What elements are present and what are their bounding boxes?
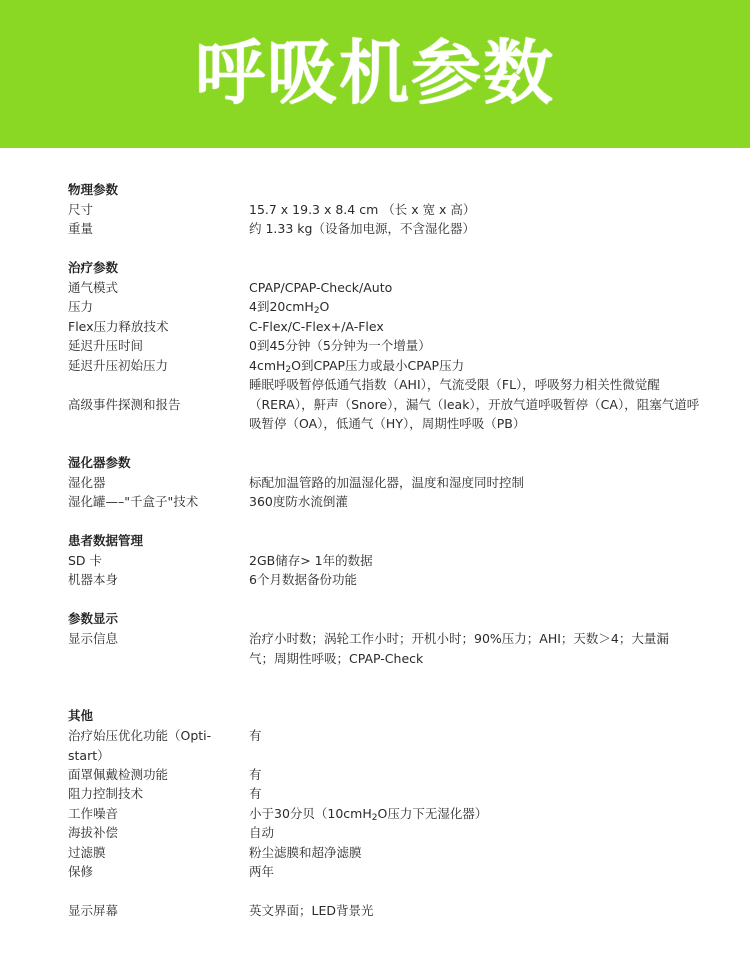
- spec-label: 显示信息: [68, 631, 119, 646]
- spec-value: CPAP/CPAP-Check/Auto: [249, 280, 393, 295]
- spec-label: 重量: [68, 221, 94, 236]
- spec-value: C-Flex/C-Flex+/A-Flex: [249, 319, 384, 334]
- spec-label: 阻力控制技术: [68, 786, 144, 801]
- spec-value: 2GB储存> 1年的数据: [249, 553, 373, 568]
- spec-label: 通气模式: [68, 280, 119, 295]
- spec-label: 治疗始压优化功能（Opti-start）: [68, 728, 212, 763]
- spec-value: 小于30分贝（10cmH$_2$O压力下无湿化器）: [249, 806, 488, 823]
- spec-value: 英文界面；LED背景光: [249, 903, 374, 918]
- spec-label: SD 卡: [68, 553, 103, 568]
- section-title-other: 其他: [68, 708, 94, 723]
- spec-label: Flex压力释放技术: [68, 319, 169, 334]
- spec-value: 两年: [249, 864, 275, 879]
- spec-value: 标配加温管路的加温湿化器，温度和湿度同时控制: [249, 475, 525, 490]
- section-title-therapy: 治疗参数: [68, 260, 119, 275]
- spec-label: 湿化器: [68, 475, 106, 490]
- spec-value: 约 1.33 kg（设备加电源，不含湿化器）: [249, 221, 475, 236]
- spec-value: 有: [249, 728, 262, 743]
- spec-value: 睡眠呼吸暂停低通气指数（AHI），气流受限（FL），呼吸努力相关性微觉醒（RERA），鼾声（Snore），漏气（leak），开放气道呼吸暂停（CA），阻塞气道呼吸暂停（OA），低通气（HY），周期性呼吸（PB）: [249, 377, 700, 431]
- section-title-humidifier: 湿化器参数: [68, 455, 131, 470]
- spec-value: 6个月数据备份功能: [249, 572, 357, 587]
- section-title-display: 参数显示: [68, 611, 119, 626]
- header-banner: [0, 0, 750, 148]
- spec-label: 显示屏幕: [68, 903, 119, 918]
- spec-label: 延迟升压初始压力: [68, 358, 169, 373]
- spec-label: 机器本身: [68, 572, 119, 587]
- spec-value: 有: [249, 767, 262, 782]
- spec-value: 0到45分钟（5分钟为一个增量）: [249, 338, 431, 353]
- spec-label: 过滤膜: [68, 845, 106, 860]
- spec-label: 延迟升压时间: [68, 338, 144, 353]
- spec-value: 粉尘滤膜和超净滤膜: [249, 845, 362, 860]
- spec-label: 高级事件探测和报告: [68, 396, 181, 412]
- spec-label: 保修: [68, 864, 94, 879]
- spec-value: 自动: [249, 825, 275, 840]
- spec-value: 有: [249, 786, 262, 801]
- spec-label: 尺寸: [68, 202, 94, 217]
- page-title: 呼吸机参数: [195, 32, 555, 114]
- spec-label: 面罩佩戴检测功能: [68, 767, 169, 782]
- spec-value: 360度防水流倒灌: [249, 494, 348, 509]
- section-title-physical: 物理参数: [68, 182, 119, 197]
- spec-value: 4到20cmH$_2$O: [249, 299, 330, 316]
- spec-value: 4cmH$_2$O到CPAP压力或最小CPAP压力: [249, 358, 465, 375]
- spec-label: 压力: [68, 299, 94, 314]
- section-title-patient-data: 患者数据管理: [68, 533, 144, 548]
- spec-value: 治疗小时数；涡轮工作小时；开机小时；90%压力；AHI；天数＞4；大量漏气；周期性呼吸；CPAP-Check: [249, 631, 669, 666]
- spec-label: 湿化罐—–"千盒子"技术: [68, 494, 199, 509]
- spec-label: 海拔补偿: [68, 825, 119, 840]
- spec-label: 工作噪音: [68, 806, 119, 821]
- spec-value: 15.7 x 19.3 x 8.4 cm （长 x 宽 x 高）: [249, 202, 476, 217]
